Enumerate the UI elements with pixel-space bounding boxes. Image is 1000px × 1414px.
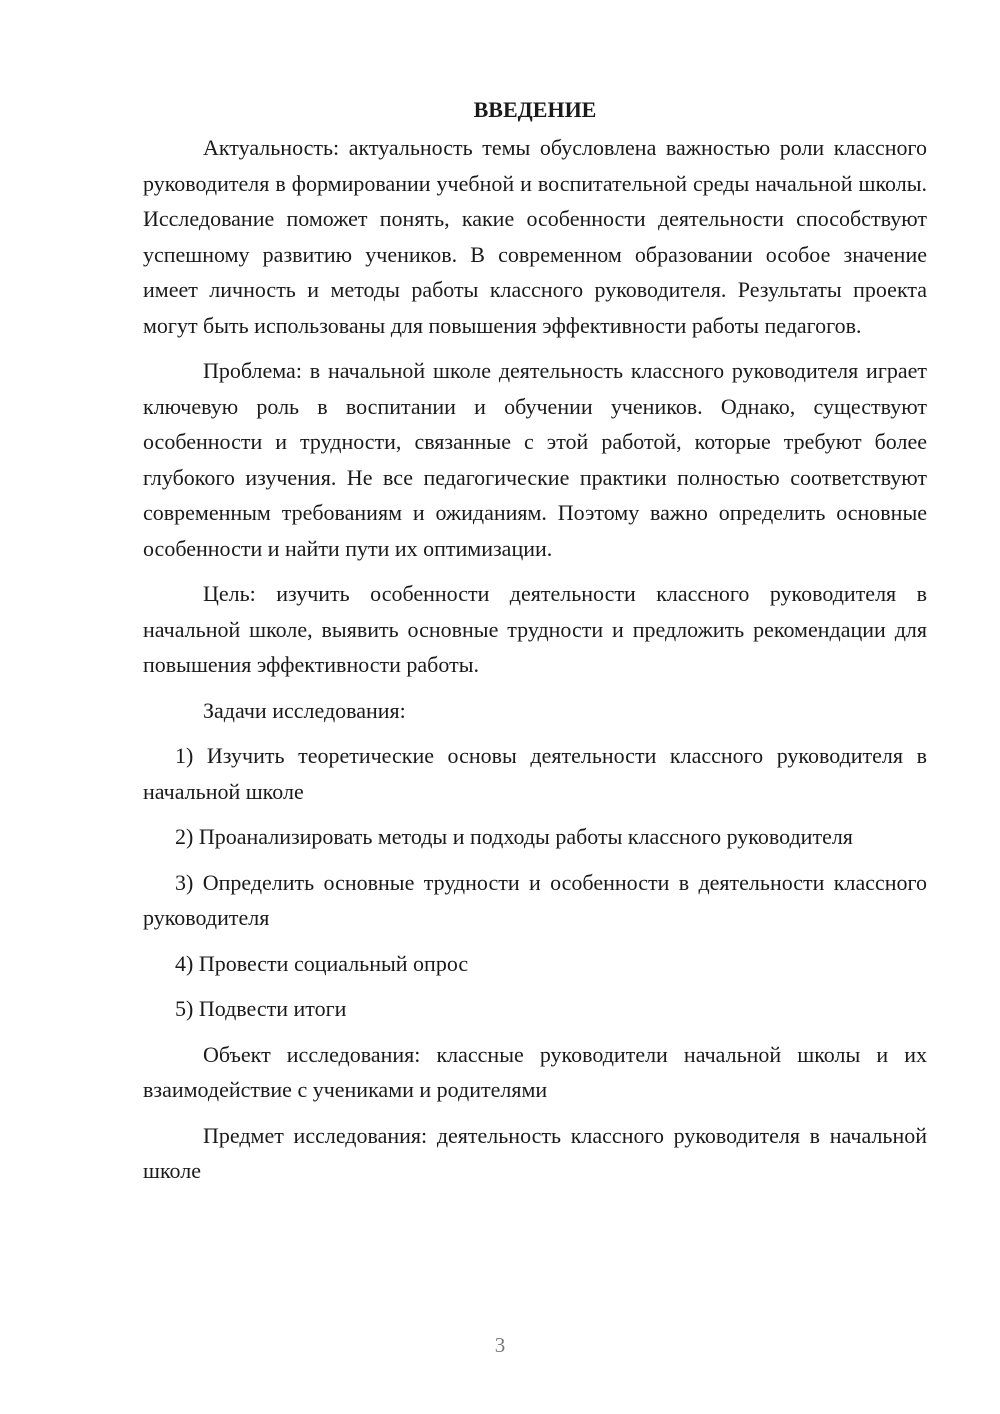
section-title: ВВЕДЕНИЕ <box>473 97 597 122</box>
problem-paragraph: Проблема: в начальной школе деятельность классного руководителя играет ключевую роль в воспитании и обучении учеников. Однако, существуют особенности и трудности, связанные с этой работой, которые требуют более глубокого изучения. Не все педагогические практики полностью соответствуют современным требованиям и ожиданиям. Поэтому важно определить основные особенности и найти пути их оптимизации. <box>143 358 927 561</box>
tasks-heading: Задачи исследования: <box>203 697 406 723</box>
subject-paragraph: Предмет исследования: деятельность классного руководителя в начальной школе <box>143 1122 927 1183</box>
object-paragraph: Объект исследования: классные руководители начальной школы и их взаимодействие с учениками и родителями <box>143 1041 927 1102</box>
list-item: 3) Определить основные трудности и особенности в деятельности классного руководителя <box>143 869 927 930</box>
document-page <box>143 92 927 1189</box>
relevance-paragraph: Актуальность: актуальность темы обусловлена важностью роли классного руководителя в формировании учебной и воспитательной среды начальной школы. Исследование поможет понять, какие особенности деятельности способствуют успешному развитию учеников. В современном образовании особое значение имеет личность и методы работы классного руководителя. Результаты проекта могут быть использованы для повышения эффективности работы педагогов. <box>143 135 927 338</box>
list-item: 5) Подвести итоги <box>175 996 347 1021</box>
page-number: 3 <box>494 1333 506 1357</box>
list-item: 1) Изучить теоретические основы деятельности классного руководителя в начальной школе <box>143 743 927 804</box>
list-item: 4) Провести социальный опрос <box>175 950 469 976</box>
list-item: 2) Проанализировать методы и подходы работы классного руководителя <box>175 824 853 849</box>
goal-paragraph: Цель: изучить особенности деятельности классного руководителя в начальной школе, выявить основные трудности и предложить рекомендации для повышения эффективности работы. <box>143 581 927 677</box>
tasks-list <box>143 738 927 1027</box>
